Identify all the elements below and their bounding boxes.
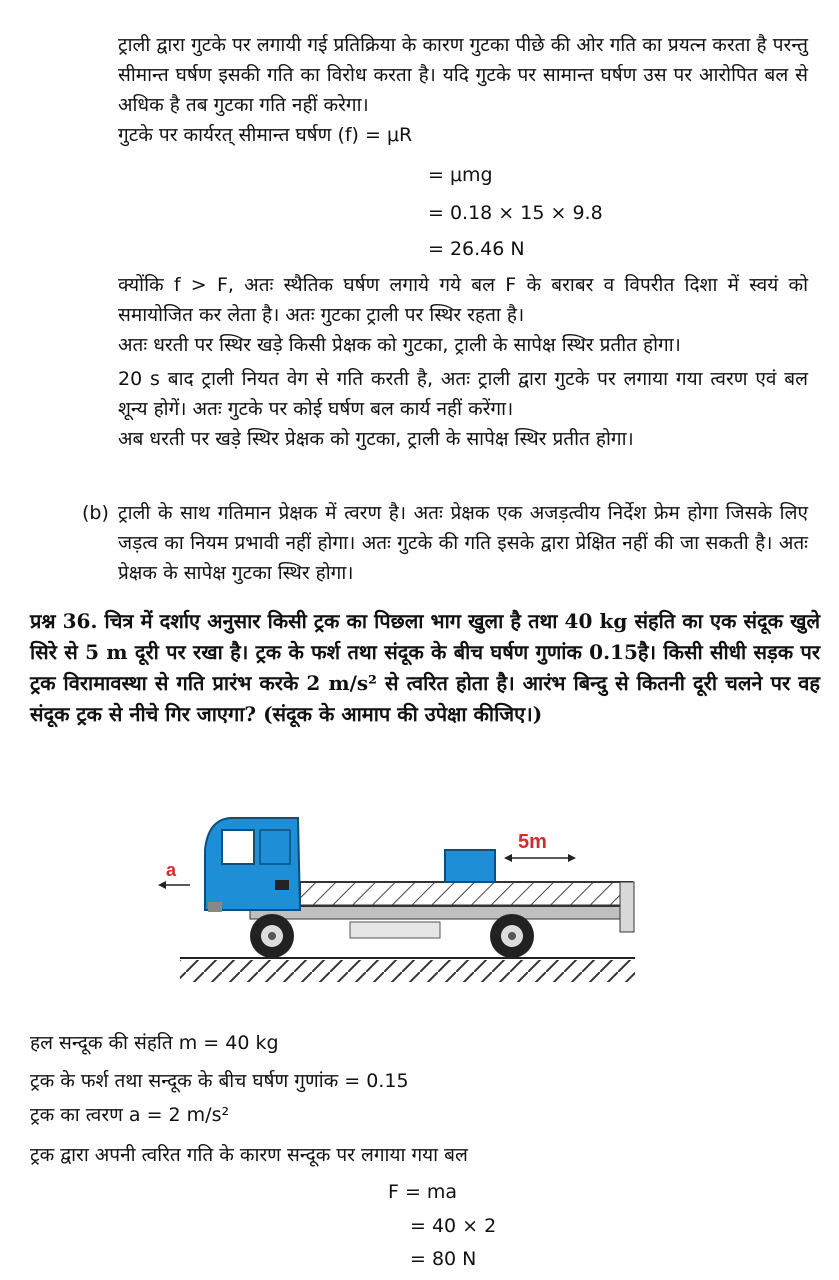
acceleration-label: a	[166, 860, 177, 880]
equation-line: = μmg	[428, 164, 493, 186]
truck-chassis	[250, 905, 630, 919]
acceleration-arrow	[158, 881, 166, 889]
solution-force-statement: ट्रक द्वारा अपनी त्वरित गति के कारण सन्दूक पर लगाया गया बल	[30, 1144, 468, 1166]
solution-equation: = 80 N	[410, 1248, 477, 1270]
part-b-text: ट्राली के साथ गतिमान प्रेक्षक में त्वरण है। अतः प्रेक्षक एक अजड़त्वीय निर्देश फ्रेम होगा जिसके लिए जड़त्व का नियम प्रभावी नहीं होगा। अतः गुटके की गति इसके द्वारा प्रेक्षित नहीं की जा सकती है। अतः प्रेक्षक के सापेक्ष गुटका स्थिर होगा।	[118, 502, 809, 584]
paragraph: 20 s बाद ट्राली नियत वेग से गति करती है, अतः ट्राली द्वारा गुटके पर लगाया गया त्वरण एवं बल शून्य होगें। अतः गुटके पर कोई घर्षण बल कार्य नहीं करेंगा।	[118, 368, 808, 420]
question-36: प्रश्न 36. चित्र में दर्शाए अनुसार किसी ट्रक का पिछला भाग खुला है तथा 40 kg संहति का एक संदूक खुले सिरे से 5 m दूरी पर रखा है। ट्रक के फर्श तथा संदूक के बीच घर्षण गुणांक 0.15है। किसी सीधी सड़क पर ट्रक विरामावस्था से गति प्रारंभ करके 2 m/s² से त्वरित होता है। आरंभ बिन्दु से कितनी दूरी चलने पर वह संदूक ट्रक से नीचे गिर जाएगा? (संदूक के आमाप की उपेक्षा कीजिए।)	[30, 609, 820, 726]
equation-line: = 26.46 N	[428, 238, 525, 260]
paragraph: क्योंकि f > F, अतः स्थैतिक घर्षण लगाये गये बल F के बराबर व विपरीत दिशा में स्वयं को समायोजित कर लेता है। अतः गुटका ट्राली पर स्थिर रहता है।	[118, 274, 808, 326]
paragraph: अब धरती पर खड़े स्थिर प्रेक्षक को गुटका, ट्राली के सापेक्ष स्थिर प्रतीत होगा।	[118, 428, 634, 450]
equation-line: = 0.18 × 15 × 9.8	[428, 202, 603, 224]
solution-friction-coefficient: ट्रक के फर्श तथा सन्दूक के बीच घर्षण गुणांक = 0.15	[30, 1070, 409, 1092]
solution-mass: हल सन्दूक की संहति m = 40 kg	[30, 1032, 279, 1054]
truck-bed	[300, 882, 632, 906]
box	[445, 850, 495, 882]
friction-formula-line: गुटके पर कार्यरत् सीमान्त घर्षण (f) = μR	[118, 124, 413, 146]
explanation-block	[118, 270, 808, 454]
intro-paragraph: ट्राली द्वारा गुटके पर लगायी गई प्रतिक्रिया के कारण गुटका पीछे की ओर गति का प्रयत्न करता है परन्तु सीमान्त घर्षण इसकी गति का विरोध करता है। यदि गुटके पर सामान्त घर्षण उस पर आरोपित बल से अधिक है तब गुटका गति नहीं करेगा।	[118, 34, 808, 116]
solution-equation: F = ma	[388, 1181, 458, 1203]
truck-figure	[150, 810, 650, 995]
paragraph: अतः धरती पर स्थिर खड़े किसी प्रेक्षक को गुटका, ट्राली के सापेक्ष स्थिर प्रतीत होगा।	[118, 334, 681, 356]
distance-label: 5m	[518, 831, 547, 853]
front-wheel	[250, 914, 294, 958]
intro-block	[118, 30, 808, 150]
part-b-label: (b)	[82, 502, 109, 524]
solution-acceleration: ट्रक का त्वरण a = 2 m/s²	[30, 1104, 230, 1126]
rear-wheel	[490, 914, 534, 958]
solution-equation: = 40 × 2	[410, 1215, 497, 1237]
